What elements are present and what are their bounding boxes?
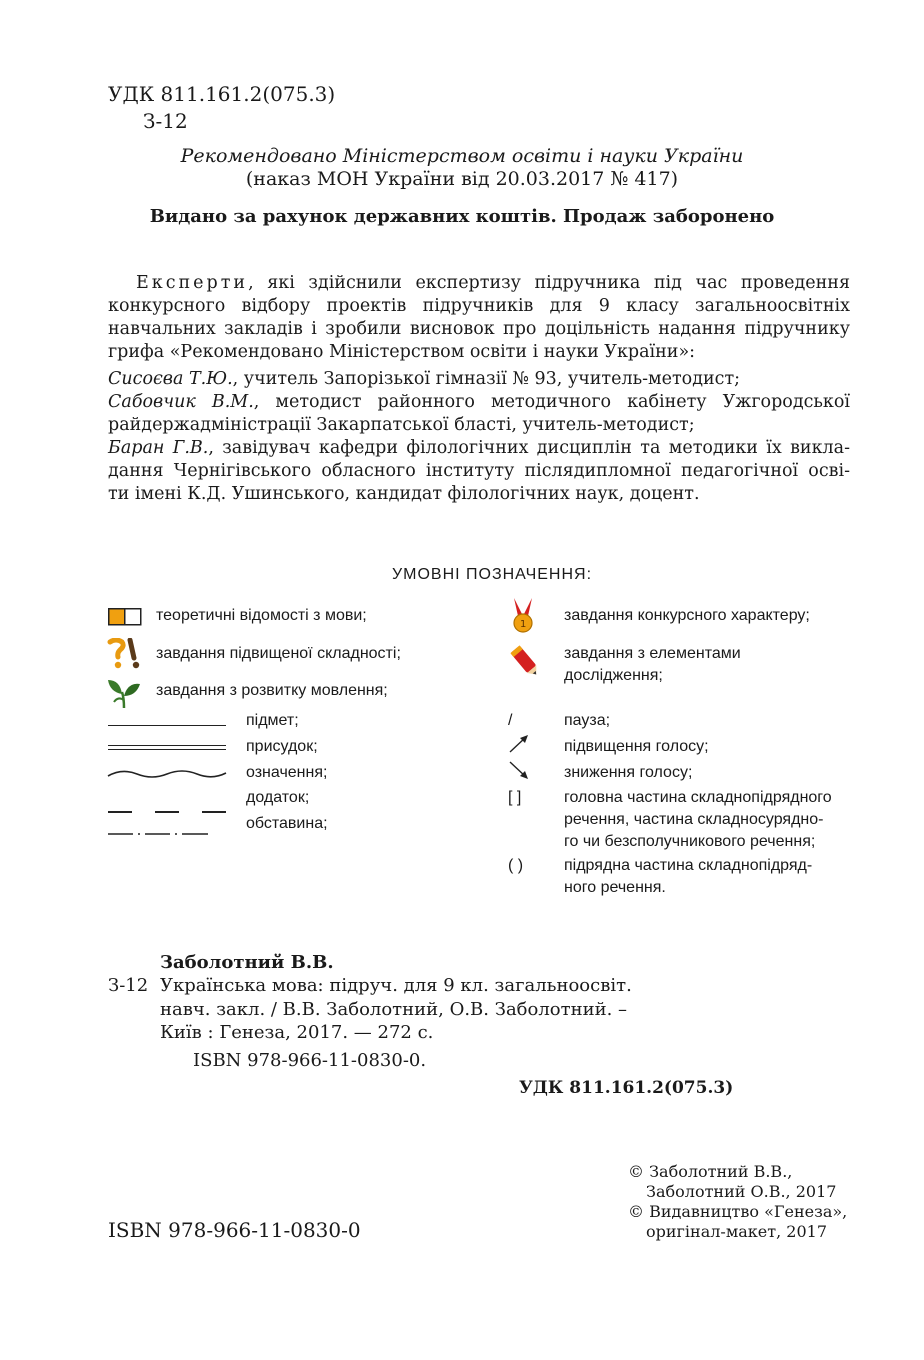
bib-author: Заболотний В.В. [160,952,334,973]
udk-header: УДК 811.161.2(075.3) [108,82,336,106]
bib-line: Українська мова: підруч. для 9 кл. загальноосвіт. [160,975,632,996]
recommendation-text: Рекомендовано Міністерством освіти і науки України [180,145,744,167]
bib-code: З-12 [108,975,149,996]
experts-intro-line: грифа «Рекомендовано Міністерством освіти і науки України»: [108,342,696,362]
dashed-underline-icon [108,800,228,806]
copyright-line: оригінал-макет, 2017 [646,1222,828,1241]
expert-name: Сисоєва Т.Ю. [108,369,233,389]
bib-udk: УДК 811.161.2(075.3) [519,1078,734,1098]
legend-label: головна частина складнопідрядного [564,789,832,806]
double-underline-icon [108,745,226,750]
legend-label: підвищення голосу; [564,738,709,755]
legend-label: пауза; [564,712,611,729]
author-code: З-12 [143,109,188,133]
wavy-underline-icon [106,766,228,780]
experts-intro-line: конкурсного відбору проектів підручників для 9 класу загальноосвітніх [108,296,850,316]
legend-label: завдання підвищеної складності; [156,645,401,662]
legend-label: теоретичні відомості з мови; [156,607,367,624]
legend-label: го чи безсполучникового речення; [564,833,816,850]
legend-label: ного речення. [564,879,666,896]
bib-line: навч. закл. / В.В. Заболотний, О.В. Заболотний. – [160,999,628,1020]
legend-label: підрядна частина складнопідряд- [564,857,813,874]
expert-entry [108,391,850,414]
legend-label: підмет; [246,712,299,729]
solid-underline-icon [108,725,226,726]
experts-section [108,272,850,506]
legend-label: завдання з елементами [564,645,741,662]
expert-entry [108,368,850,391]
isbn-bottom: ISBN 978-966-11-0830-0 [108,1218,361,1242]
svg-text:1: 1 [520,619,527,630]
legend-label: завдання конкурсного характеру; [564,607,810,624]
subordinate-clause-symbol: ( ) [508,857,524,874]
copyright-line: © Видавництво «Генеза», [628,1202,848,1221]
expert-description: , завідувач кафедри філологічних дисциплін та методики їх викла- [208,438,850,458]
exclamation-question-icon [106,638,142,670]
theory-box-icon [108,608,142,625]
experts-intro-text: , які здійснили експертизу підручника під час проведення [248,273,850,293]
expert-name: Баран Г.В. [108,438,209,458]
experts-intro-line [108,272,850,295]
expert-description: , учитель Запорізької гімназії № 93, учитель-методист; [232,369,741,389]
expert-name: Сабовчик В.М. [108,392,254,412]
legend-label: присудок; [246,738,318,755]
expert-entry-continued: райдержадміністрації Закарпатської бласті, учитель-методист; [108,415,695,435]
legend-label: зниження голосу; [564,764,693,781]
funding-notice: Видано за рахунок державних коштів. Продаж заборонено [149,206,775,227]
arrow-up-icon [508,734,530,754]
legend-title: УМОВНІ ПОЗНАЧЕННЯ: [391,566,593,583]
sprout-icon [106,676,142,710]
legend-label: речення, частина складносурядно- [564,811,824,828]
dash-dot-underline-icon [108,822,210,830]
bib-line: Київ : Генеза, 2017. — 272 с. [160,1022,434,1043]
expert-entry-continued: дання Чернігівського обласного інституту післядипломної педагогічної осві- [108,461,850,481]
pencil-icon [506,640,542,680]
main-clause-symbol: [ ] [508,789,522,806]
expert-description: , методист районного методичного кабінету Ужгородської [253,392,850,412]
copyright-line: © Заболотний В.В., [628,1162,793,1181]
legend-label: дослідження; [564,667,663,684]
expert-entry [108,437,850,460]
experts-intro-line: навчальних закладів і зробили висновок про доцільність надання підручнику [108,319,850,339]
copyright-line: Заболотний О.В., 2017 [646,1182,837,1201]
arrow-down-icon [508,760,530,780]
expert-entry-continued: ти імені К.Д. Ушинського, кандидат філологічних наук, доцент. [108,484,700,504]
medal-icon [506,596,540,634]
order-text: (наказ МОН України від 20.03.2017 № 417) [245,168,679,190]
legend-label: обставина; [246,815,328,832]
legend-label: додаток; [246,789,310,806]
legend-label: завдання з розвитку мовлення; [156,682,388,699]
experts-heading-word: Експерти [136,273,249,293]
pause-symbol: / [508,712,513,729]
bib-isbn: ISBN 978-966-11-0830-0. [193,1050,427,1071]
legend-label: означення; [246,764,328,781]
